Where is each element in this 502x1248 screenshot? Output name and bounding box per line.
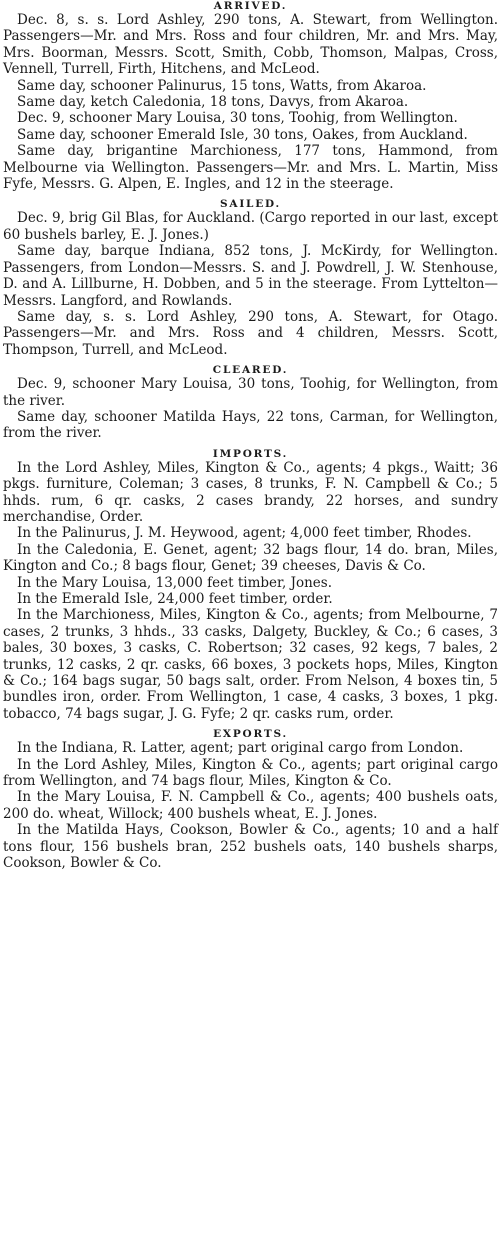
imports-entry: In the Caledonia, E. Genet, agent; 32 bags flour, 14 do. bran, Miles, Kington and Co.; 8 bags flour, Genet; 39 cheeses, Davis & Co. — [3, 541, 498, 575]
imports-entry: In the Mary Louisa, 13,000 feet timber, Jones. — [17, 574, 333, 591]
cleared-entry: Dec. 9, schooner Mary Louisa, 30 tons, Toohig, for Wellington, from the river. — [3, 376, 498, 409]
heading-cleared: CLEARED. — [212, 364, 289, 377]
sailed-entry: Same day, barque Indiana, 852 tons, J. McKirdy, for Wellington. Passengers, from London—Messrs. S. and J. Powdrell, J. W. Stenhouse, D. and A. Lillburne, H. Dobben, and 5 in the steerage. From Lyttelton—Messrs. Langford, and Rowlands. — [3, 243, 498, 309]
sailed-entry: Dec. 9, brig Gil Blas, for Auckland. (Cargo reported in our last, except 60 bushels barley, E. J. Jones.) — [3, 210, 498, 243]
arrived-entry: Same day, brigantine Marchioness, 177 tons, Hammond, from Melbourne via Wellington. Passengers—Mr. and Mrs. L. Martin, Miss Fyfe, Messrs. G. Alpen, E. Ingles, and 12 in the steerage. — [3, 143, 498, 193]
arrived-entry: Same day, ketch Caledonia, 18 tons, Davys, from Akaroa. — [17, 94, 409, 111]
heading-arrived: ARRIVED. — [213, 0, 288, 12]
exports-entry: In the Indiana, R. Latter, agent; part original cargo from London. — [17, 740, 464, 757]
sailed-entry: Same day, s. s. Lord Ashley, 290 tons, A. Stewart, for Otago. Passengers—Mr. and Mrs. Ross and 4 children, Messrs. Scott, Thompson, Turrell, and McLeod. — [3, 308, 498, 358]
arrived-entry: Dec. 8, s. s. Lord Ashley, 290 tons, A. Stewart, from Wellington. Passengers—Mr. and Mrs. Ross and four children, Mr. and Mrs. May, Mrs. Boorman, Messrs. Scott, Smith, Cobb, Thomson, Malpas, Cross, Vennell, Turrell, Firth, Hitchens, and McLeod. — [3, 12, 498, 78]
arrived-entry: Same day, schooner Palinurus, 15 tons, Watts, from Akaroa. — [17, 77, 427, 94]
arrived-entry: Dec. 9, schooner Mary Louisa, 30 tons, Toohig, from Wellington. — [17, 110, 458, 127]
exports-entry: In the Matilda Hays, Cookson, Bowler & Co., agents; 10 and a half tons flour, 156 bushels bran, 252 bushels oats, 140 bushels sharps, Cookson, Bowler & Co. — [3, 822, 498, 872]
heading-exports: EXPORTS. — [213, 728, 288, 741]
imports-entry: In the Palinurus, J. M. Heywood, agent; 4,000 feet timber, Rhodes. — [17, 525, 472, 542]
exports-entry: In the Mary Louisa, F. N. Campbell & Co., agents; 400 bushels oats, 200 do. wheat, Willock; 400 bushels wheat, E. J. Jones. — [3, 789, 498, 822]
heading-sailed: SAILED. — [219, 198, 281, 211]
heading-imports: IMPORTS. — [212, 447, 289, 460]
exports-entry: In the Lord Ashley, Miles, Kington & Co., agents; part original cargo from Wellington, and 74 bags flour, Miles, Kington & Co. — [3, 756, 498, 790]
cleared-entry: Same day, schooner Matilda Hays, 22 tons, Carman, for Wellington, from the river. — [3, 408, 498, 442]
imports-entry: In the Marchioness, Miles, Kington & Co., agents; from Melbourne, 7 cases, 2 trunks, 3 hhds., 33 casks, Dalgety, Buckley, & Co.; 6 cases, 3 bales, 30 boxes, 3 casks, C. Robertson; 32 cases, 92 kegs, 7 bales, 2 trunks, 12 casks, 2 qr. casks, 66 boxes, 3 pockets hops, Miles, Kington & Co.; 164 bags sugar, 50 bags salt, order. From Nelson, 4 boxes tin, 5 bundles iron, order. From Wellington, 1 case, 4 casks, 3 boxes, 1 pkg. tobacco, 74 bags sugar, J. G. Fyfe; 2 qr. casks rum, order. — [3, 607, 498, 722]
imports-entry: In the Emerald Isle, 24,000 feet timber, order. — [17, 591, 333, 607]
imports-entry: In the Lord Ashley, Miles, Kington & Co., agents; 4 pkgs., Waitt; 36 pkgs. furniture, Coleman; 3 cases, 8 trunks, F. N. Campbell & Co.; 5 hhds. rum, 6 qr. casks, 2 cases brandy, 22 horses, and sundry merchandise, Order. — [3, 459, 498, 525]
arrived-entry: Same day, schooner Emerald Isle, 30 tons, Oakes, from Auckland. — [17, 126, 468, 143]
